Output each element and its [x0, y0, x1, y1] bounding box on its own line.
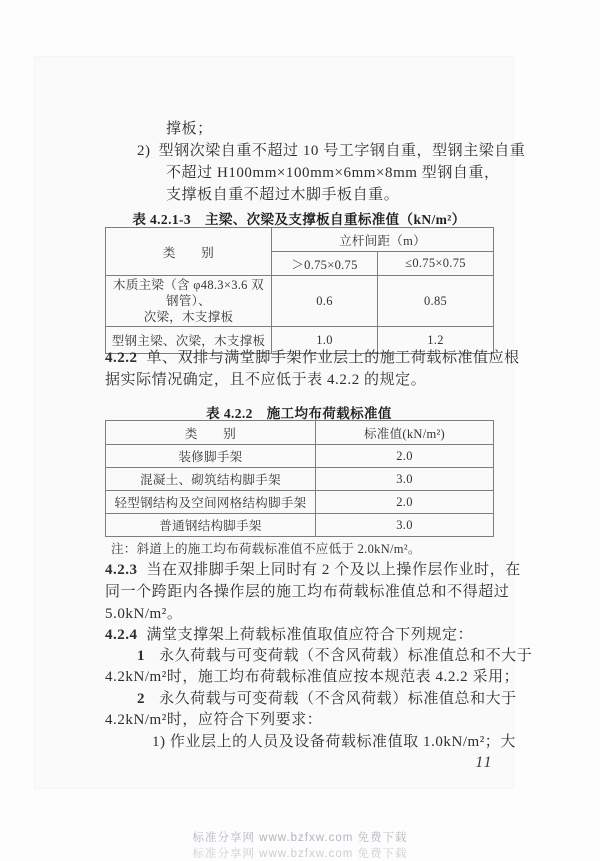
table1-row1-label — [106, 276, 272, 327]
watermark-text-cut: 标准分享网 www.bzfxw.com 免费下载 — [192, 848, 408, 860]
table1-row2-value2: 1.2 — [378, 327, 494, 354]
body-line: 4.2kN/m²时，施工均布荷载标准值应按本规范表 4.2.2 采用； — [105, 669, 520, 685]
item-text: 永久荷载与可变荷载（不含风荷载）标准值总和大于 — [159, 691, 517, 707]
body-line: 据实际情况确定，且不应低于表 4.2.2 的规定。 — [105, 372, 427, 388]
clause-item-2 — [105, 689, 525, 709]
body-line: 撑板； — [166, 121, 213, 137]
list-item-marker: 2) — [137, 143, 151, 159]
table-uniform-load — [105, 420, 494, 537]
table-row — [106, 445, 494, 468]
table-row — [106, 276, 494, 327]
table2-header-category: 类 别 — [106, 421, 316, 445]
table2-header-value: 标准值(kN/m²) — [316, 421, 494, 445]
table2-title: 表 4.2.2 施工均布荷载标准值 — [206, 406, 392, 421]
table2-row3-value: 2.0 — [316, 491, 494, 514]
table1-title: 表 4.2.1-3 主梁、次梁及支撑板自重标准值（kN/m²） — [132, 212, 466, 227]
table1-row2-label: 型钢主梁、次梁，木支撑板 — [106, 327, 272, 354]
clause-number: 4.2.4 — [105, 627, 138, 643]
clause-text: 当在双排脚手架上同时有 2 个及以上操作层作业时，在 — [146, 562, 521, 578]
body-line: 4.2kN/m²时，应符合下列要求： — [105, 712, 323, 728]
body-line: 支撑板自重不超过木脚手板自重。 — [166, 187, 400, 203]
table2-row1-label: 装修脚手架 — [106, 445, 316, 468]
clause-text: 满堂支撑架上荷载标准值取值应符合下列规定： — [146, 627, 474, 643]
table2-row2-value: 3.0 — [316, 468, 494, 491]
clause-text: 单、双排与满堂脚手架作业层上的施工荷载标准值应根 — [146, 350, 520, 366]
table-row — [106, 468, 494, 491]
table1-subheader-col1: ＞0.75×0.75 — [272, 252, 378, 276]
table1-header-spacing: 立杆间距（m） — [272, 228, 494, 252]
clause-subitem-1: 1) 作业层上的人员及设备荷载标准值取 1.0kN/m²；大 — [152, 734, 516, 750]
item-text: 永久荷载与可变荷载（不含风荷载）标准值总和不大于 — [159, 648, 533, 664]
body-line: 5.0kN/m²。 — [105, 606, 183, 622]
watermark-text: 标准分享网 www.bzfxw.com 免费下载 — [192, 832, 408, 844]
list-item-2 — [105, 141, 525, 161]
page-scan-area — [35, 57, 533, 788]
table-self-weight — [105, 227, 494, 354]
table2-row1-value: 2.0 — [316, 445, 494, 468]
table2-row4-label: 普通钢结构脚手架 — [106, 514, 316, 537]
table-row — [106, 514, 494, 537]
table2-row2-label: 混凝土、砌筑结构脚手架 — [106, 468, 316, 491]
body-line: 不超过 H100mm×100mm×6mm×8mm 型钢自重， — [166, 165, 500, 181]
table2-row4-value: 3.0 — [316, 514, 494, 537]
table2-note: 注：斜道上的施工均布荷载标准值不应低于 2.0kN/m²。 — [111, 542, 421, 556]
table1-subheader-col2: ≤0.75×0.75 — [378, 252, 494, 276]
clause-4-2-3 — [105, 560, 521, 580]
page-number: 11 — [475, 754, 493, 771]
table1-row1-label-line1: 木质主梁（含 φ48.3×3.6 双钢管）、 — [113, 278, 264, 308]
table1-row1-label-line2: 次梁，木支撑板 — [143, 310, 234, 324]
table1-row1-value2: 0.85 — [378, 276, 494, 327]
clause-item-1 — [105, 646, 533, 666]
table1-row1-value1: 0.6 — [272, 276, 378, 327]
clause-number: 4.2.2 — [105, 350, 138, 366]
list-item-text: 型钢次梁自重不超过 10 号工字钢自重，型钢主梁自重 — [158, 143, 526, 159]
table1-row2-value1: 1.0 — [272, 327, 378, 354]
clause-4-2-4 — [105, 625, 493, 645]
item-number: 2 — [137, 691, 146, 707]
clause-4-2-2 — [105, 348, 520, 368]
table1-header-category: 类 别 — [106, 228, 272, 276]
clause-number: 4.2.3 — [105, 562, 138, 578]
table2-row3-label: 轻型钢结构及空间网格结构脚手架 — [106, 491, 316, 514]
table-row — [106, 491, 494, 514]
item-number: 1 — [137, 648, 146, 664]
body-line: 同一个跨距内各操作层的施工均布荷载标准值总和不得超过 — [105, 584, 510, 600]
